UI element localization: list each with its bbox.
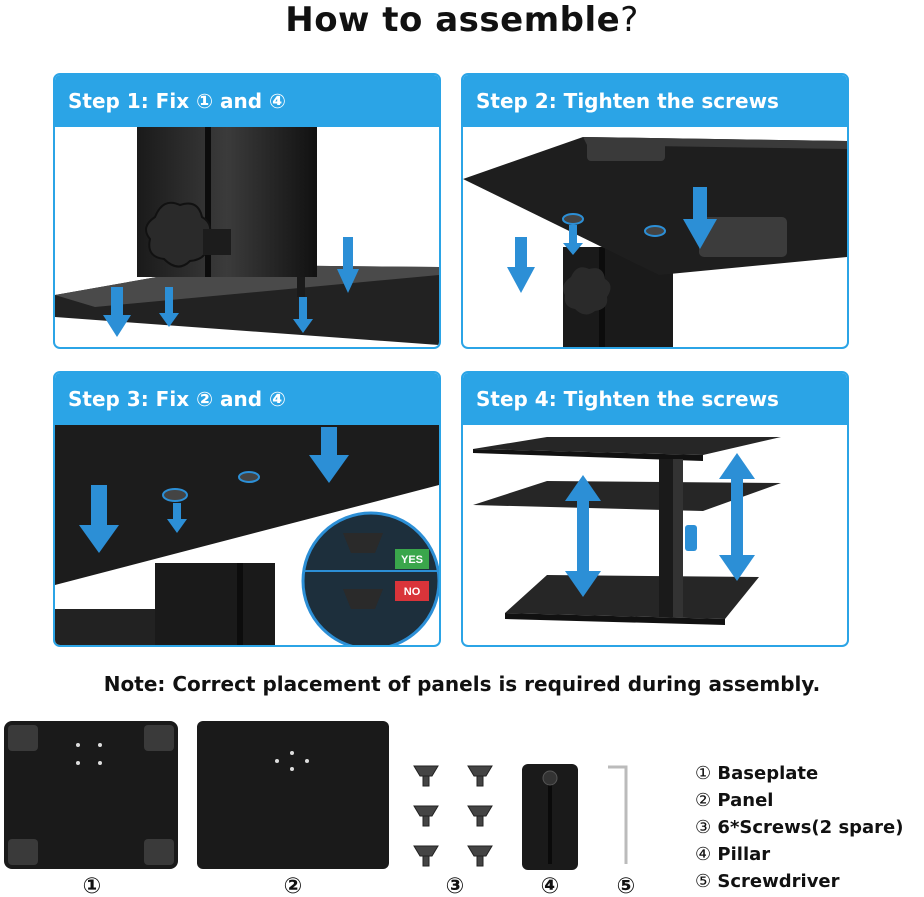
legend-item: ③ 6*Screws(2 spare): [695, 817, 904, 838]
panel-illustration: [197, 721, 389, 869]
part-5-number: ⑤: [616, 874, 636, 897]
step-4-panel: [461, 371, 849, 647]
step-1-illustration: [55, 127, 439, 347]
legend-item: ④ Pillar: [695, 844, 771, 865]
part-4-number: ④: [540, 874, 560, 897]
step-2-illustration: [463, 127, 847, 347]
part-3-number: ③: [445, 874, 465, 897]
part-2-number: ②: [283, 874, 303, 897]
legend-item: ② Panel: [695, 790, 774, 811]
legend-item: ⑤ Screwdriver: [695, 871, 840, 892]
page-title: How to assemble?: [285, 0, 639, 40]
legend-item: ① Baseplate: [695, 763, 819, 784]
step-3-panel: [53, 371, 441, 647]
step-3-header: Step 3: Fix ② and ④: [55, 373, 439, 425]
step-2-header: Step 2: Tighten the screws: [463, 75, 847, 127]
step-1-header: Step 1: Fix ① and ④: [55, 75, 439, 127]
screwdriver-illustration: [604, 764, 634, 870]
parts-legend: [695, 760, 924, 895]
part-1-number: ①: [82, 874, 102, 897]
step-3-illustration: [55, 425, 439, 645]
step-1-panel: [53, 73, 441, 349]
step-2-panel: [461, 73, 849, 349]
assembly-note: Note: Correct placement of panels is required during assembly.: [103, 672, 821, 696]
no-badge: NO: [403, 586, 421, 598]
baseplate-illustration: [4, 721, 178, 869]
pillar-illustration: [522, 764, 578, 870]
yes-badge: YES: [400, 554, 424, 566]
step-4-illustration: [463, 425, 847, 645]
step-4-header: Step 4: Tighten the screws: [463, 373, 847, 425]
screws-illustration: [412, 762, 496, 868]
